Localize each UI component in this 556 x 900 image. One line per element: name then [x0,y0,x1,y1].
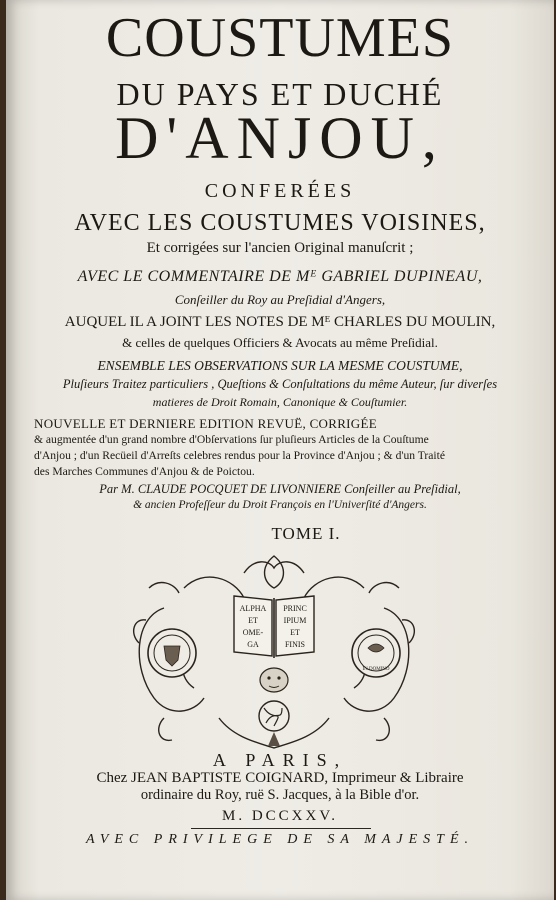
title-anjou: D'ANJOU, [115,105,445,171]
edition-paragraph [34,416,530,480]
title-du-pays: DU PAYS ET DUCHÉ [116,76,444,112]
notes-subline: & celles de quelques Officiers & Avocats au même Preſidial. [122,335,438,350]
notes-heading: AUQUEL IL A JOINT LES NOTES DE Mᴱ CHARLES DU MOULIN, [64,314,496,330]
title-coustumes-voisines: AVEC LES COUSTUMES VOISINES, [74,210,486,236]
book-right-line-1: PRINC [283,604,307,613]
title-corrigees: Et corrigées sur l'ancien Original manuſcrit ; [146,240,414,256]
title-coustumes: COUSTUMES [105,7,455,69]
title-page [6,0,554,900]
observations-line-2: Pluſieurs Traitez particuliers , Queſtions & Conſultations du même Auteur, ſur diverſes [62,377,498,391]
edition-line-2: & augmentée d'un grand nombre d'Obſervations ſur pluſieurs Articles de la Couſtume [34,433,429,446]
author-subline: & ancien Profeſſeur du Droit François en l'Univerſité d'Angers. [133,499,427,511]
book-left-line-2: ET [248,616,258,625]
right-medallion-motto: IN DOMINO [362,667,390,672]
book-right-line-2: IPIUM [283,616,307,625]
imprint-year: M. DCCXXV. [222,808,338,824]
commentary-heading: AVEC LE COMMENTAIRE DE Mᴱ GABRIEL DUPINEAU, [77,268,483,285]
book-right-line-4: FINIS [284,640,306,649]
mask-ornament [260,668,288,692]
edition-line-4: des Marches Communes d'Anjou & de Poictou. [34,465,255,478]
edition-line-3: d'Anjou ; d'un Recüeil d'Arreſts celebres rendus pour la Province d'Anjou ; & d'un Traité [34,449,446,462]
privilege-line: AVEC PRIVILEGE DE SA MAJESTÉ. [85,832,475,847]
tome-label: TOME I. [271,524,341,543]
book-right-line-3: ET [290,628,300,637]
imprint-city: A PARIS, [212,750,348,770]
author-line: Par M. CLAUDE POCQUET DE LIVONNIERE Conſeiller au Preſidial, [99,482,461,496]
commentary-subline: Conſeiller du Roy au Preſidial d'Angers, [174,292,386,307]
book-left-line-4: GA [247,640,259,649]
imprint-printer: Chez JEAN BAPTISTE COIGNARD, Imprimeur & Libraire [96,770,464,786]
book-left-line-1: ALPHA [239,604,267,613]
divider-rule [191,828,371,829]
edition-heading: NOUVELLE ET DERNIERE EDITION REVUË, CORRIGÉE [34,416,377,431]
book-left-line-3: OME- [242,628,264,637]
title-conferees: CONFERÉES [204,180,356,202]
observations-line-3: matieres de Droit Romain, Canonique & Couſtumier. [152,395,408,409]
imprint-address: ordinaire du Roy, ruë S. Jacques, à la Bible d'or. [140,787,420,803]
printers-device-ornament [124,548,424,753]
observations-heading: ENSEMBLE LES OBSERVATIONS SUR LA MESME COUSTUME, [97,358,463,373]
